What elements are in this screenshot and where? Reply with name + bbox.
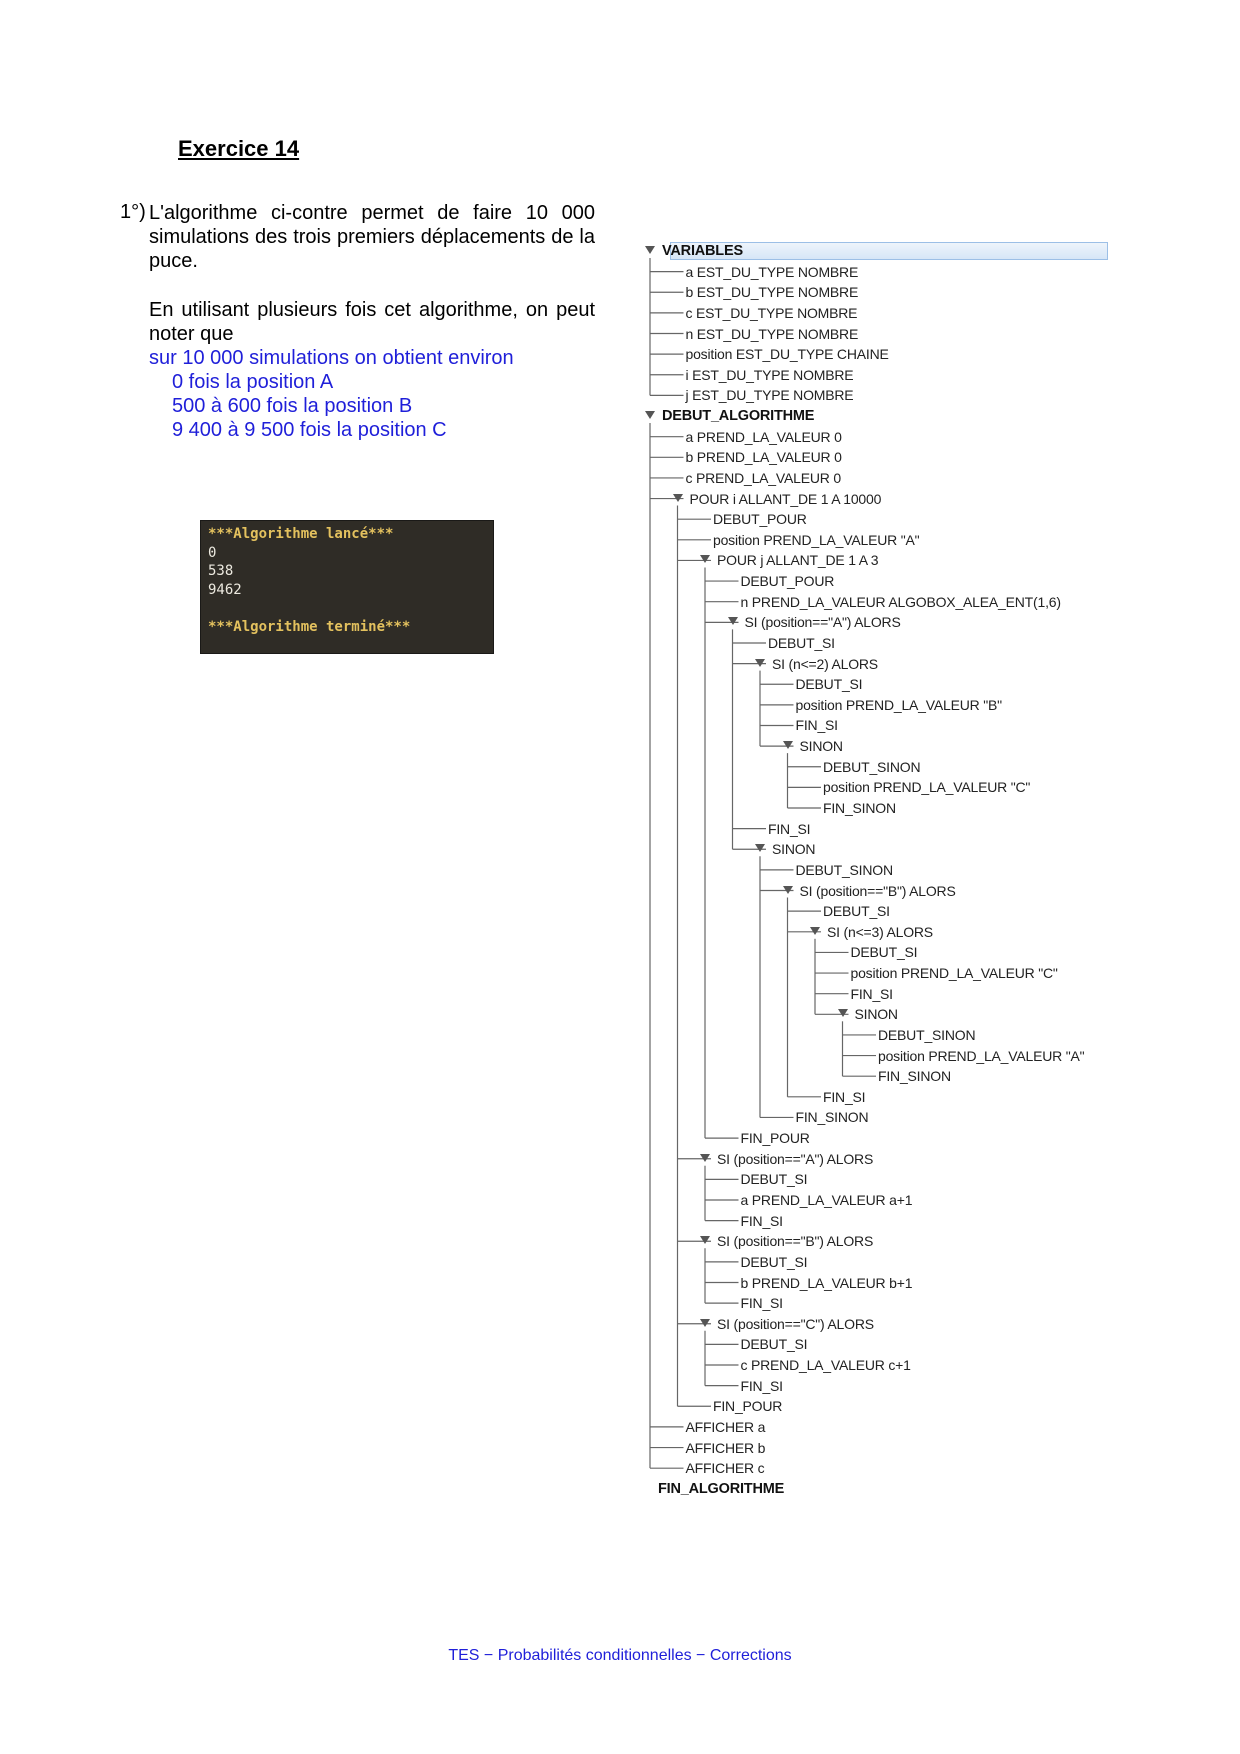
expand-triangle-icon[interactable]: [783, 886, 793, 894]
expand-triangle-icon[interactable]: [755, 844, 765, 852]
tree-node[interactable]: VARIABLES: [662, 243, 743, 259]
expand-triangle-icon[interactable]: [728, 617, 738, 625]
tree-node[interactable]: b PREND_LA_VALEUR 0: [685, 449, 842, 466]
question-number: 1°): [120, 201, 146, 223]
answer-line-a: 0 fois la position A: [172, 371, 334, 393]
tree-node[interactable]: FIN_POUR: [740, 1130, 810, 1147]
tree-node[interactable]: POUR i ALLANT_DE 1 A 10000: [689, 490, 882, 507]
expand-triangle-icon[interactable]: [673, 494, 683, 502]
tree-node[interactable]: AFFICHER a: [685, 1418, 766, 1435]
tree-node[interactable]: c EST_DU_TYPE NOMBRE: [685, 304, 858, 321]
tree-node[interactable]: AFFICHER c: [685, 1460, 765, 1477]
answer-line-c: 9 400 à 9 500 fois la position C: [172, 419, 447, 441]
usage-paragraph: En utilisant plusieurs fois cet algorithme, on peut noter que: [149, 299, 595, 345]
expand-triangle-icon[interactable]: [700, 1154, 710, 1162]
tree-node[interactable]: DEBUT_SI: [740, 1336, 808, 1353]
tree-node[interactable]: SINON: [799, 738, 843, 755]
tree-node[interactable]: AFFICHER b: [685, 1439, 766, 1456]
tree-node[interactable]: b EST_DU_TYPE NOMBRE: [685, 284, 859, 301]
tree-node[interactable]: DEBUT_POUR: [740, 573, 835, 590]
console-value-a: 0: [208, 544, 217, 561]
console-value-c: 9462: [208, 581, 242, 598]
tree-node[interactable]: FIN_SI: [740, 1212, 783, 1229]
tree-node[interactable]: SI (n<=3) ALORS: [827, 923, 933, 940]
expand-triangle-icon[interactable]: [810, 927, 820, 935]
tree-node[interactable]: DEBUT_SINON: [795, 861, 893, 878]
expand-triangle-icon[interactable]: [700, 1319, 710, 1327]
tree-node[interactable]: SI (position=="A") ALORS: [717, 1150, 874, 1167]
tree-node[interactable]: FIN_SI: [740, 1377, 783, 1394]
expand-triangle-icon[interactable]: [783, 741, 793, 749]
tree-node[interactable]: c PREND_LA_VALEUR c+1: [740, 1357, 911, 1374]
console-value-b: 538: [208, 563, 234, 579]
tree-node[interactable]: position PREND_LA_VALEUR "C": [850, 965, 1058, 982]
algorithm-tree: [640, 242, 1120, 1497]
expand-triangle-icon[interactable]: [755, 659, 765, 667]
tree-node[interactable]: position EST_DU_TYPE CHAINE: [685, 346, 889, 363]
tree-node[interactable]: FIN_SINON: [878, 1068, 951, 1085]
tree-node[interactable]: DEBUT_SINON: [823, 758, 921, 775]
tree-node[interactable]: FIN_SINON: [795, 1109, 869, 1126]
tree-node[interactable]: position PREND_LA_VALEUR "B": [795, 696, 1002, 713]
tree-node[interactable]: SI (position=="C") ALORS: [717, 1315, 874, 1332]
exercise-title: Exercice 14: [178, 136, 300, 161]
tree-node[interactable]: position PREND_LA_VALEUR "A": [878, 1047, 1085, 1064]
tree-node[interactable]: SI (position=="A") ALORS: [744, 614, 901, 631]
answer-line-b: 500 à 600 fois la position B: [172, 395, 413, 417]
tree-node[interactable]: SINON: [772, 841, 816, 858]
console-started: ***Algorithme lancé***: [208, 526, 394, 542]
expand-triangle-icon[interactable]: [645, 411, 655, 419]
tree-node[interactable]: DEBUT_SI: [850, 944, 918, 961]
tree-node[interactable]: FIN_POUR: [713, 1398, 783, 1415]
tree-node[interactable]: i EST_DU_TYPE NOMBRE: [685, 366, 854, 383]
tree-node[interactable]: SI (position=="B") ALORS: [717, 1233, 874, 1250]
tree-node[interactable]: DEBUT_SI: [768, 634, 835, 651]
tree-node[interactable]: SI (n<=2) ALORS: [772, 655, 878, 672]
tree-node[interactable]: FIN_SI: [850, 985, 893, 1002]
tree-node[interactable]: FIN_SI: [795, 717, 838, 734]
tree-node[interactable]: FIN_SI: [740, 1295, 783, 1312]
tree-node[interactable]: position PREND_LA_VALEUR "A": [713, 531, 920, 548]
tree-node[interactable]: SINON: [854, 1006, 898, 1023]
tree-node[interactable]: FIN_SI: [823, 1088, 866, 1105]
console-output: [200, 520, 494, 654]
tree-node[interactable]: DEBUT_ALGORITHME: [662, 408, 815, 425]
tree-node[interactable]: a PREND_LA_VALEUR a+1: [740, 1191, 913, 1208]
tree-node[interactable]: DEBUT_POUR: [713, 511, 807, 528]
tree-node[interactable]: c PREND_LA_VALEUR 0: [685, 469, 841, 486]
tree-node[interactable]: a PREND_LA_VALEUR 0: [685, 428, 842, 445]
tree-node[interactable]: DEBUT_SI: [823, 903, 890, 920]
tree-node[interactable]: DEBUT_SI: [795, 676, 863, 693]
tree-node[interactable]: n EST_DU_TYPE NOMBRE: [685, 325, 859, 342]
tree-node[interactable]: DEBUT_SINON: [878, 1026, 976, 1043]
tree-node[interactable]: FIN_SI: [768, 820, 811, 837]
tree-node[interactable]: n PREND_LA_VALEUR ALGOBOX_ALEA_ENT(1,6): [740, 593, 1061, 610]
tree-node[interactable]: a EST_DU_TYPE NOMBRE: [685, 263, 859, 280]
console-finished: ***Algorithme terminé***: [208, 618, 411, 635]
tree-node[interactable]: POUR j ALLANT_DE 1 A 3: [717, 552, 879, 569]
tree-node[interactable]: DEBUT_SI: [740, 1171, 808, 1188]
expand-triangle-icon[interactable]: [838, 1009, 848, 1017]
tree-node[interactable]: FIN_ALGORITHME: [658, 1480, 785, 1497]
expand-triangle-icon[interactable]: [645, 246, 655, 254]
expand-triangle-icon[interactable]: [700, 555, 710, 563]
tree-node[interactable]: j EST_DU_TYPE NOMBRE: [685, 387, 854, 404]
console-blank: [208, 599, 493, 618]
answer-intro: sur 10 000 simulations on obtient environ: [149, 347, 514, 369]
page-footer: TES − Probabilités conditionnelles − Corrections: [448, 1647, 792, 1664]
tree-node[interactable]: DEBUT_SI: [740, 1253, 808, 1270]
tree-node[interactable]: FIN_SINON: [823, 800, 896, 816]
question-paragraph: L'algorithme ci-contre permet de faire 10 000 simulations des trois premiers déplacements de la puce.: [149, 202, 595, 272]
tree-node[interactable]: SI (position=="B") ALORS: [799, 882, 956, 899]
tree-node[interactable]: position PREND_LA_VALEUR "C": [823, 779, 1031, 796]
tree-node[interactable]: b PREND_LA_VALEUR b+1: [740, 1274, 913, 1291]
expand-triangle-icon[interactable]: [700, 1236, 710, 1244]
